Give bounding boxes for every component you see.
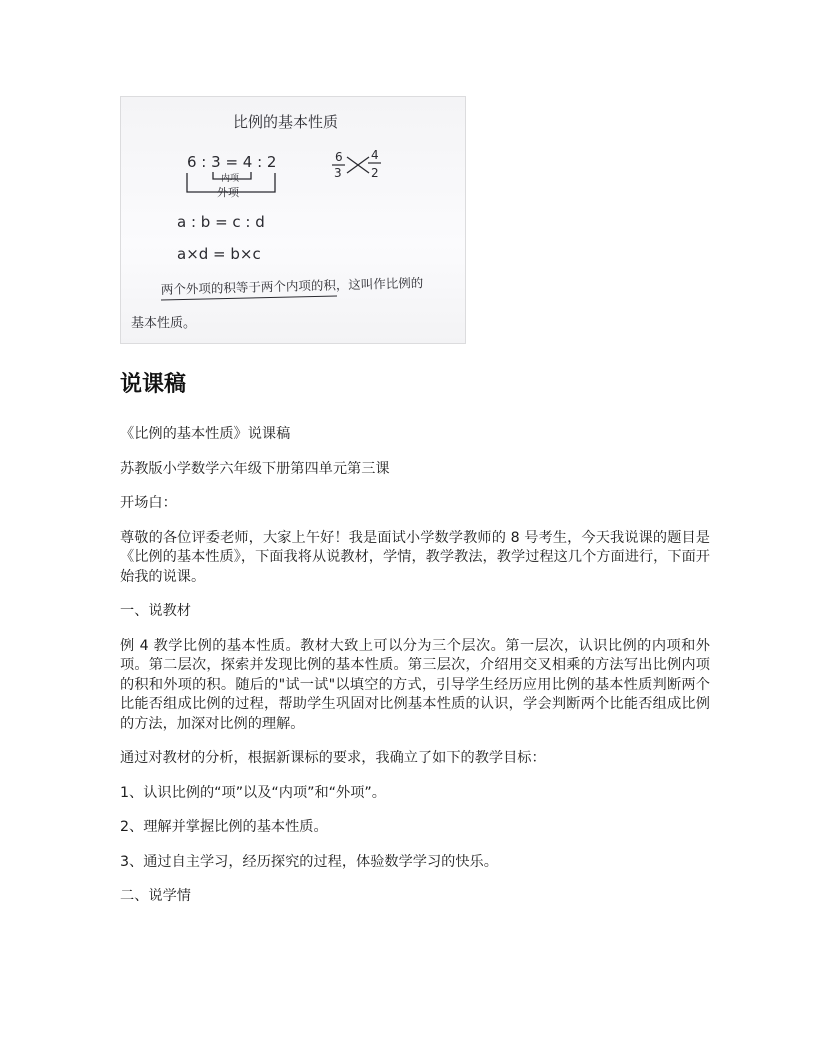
objective-3: 3、通过自主学习，经历探究的过程，体验数学学习的快乐。 xyxy=(120,853,498,870)
section-heading-materials: 一、说教材 xyxy=(120,603,191,619)
handwritten-note-photo xyxy=(120,96,466,344)
outer-terms-label: 外项 xyxy=(217,186,239,199)
fraction-right-denominator: 2 xyxy=(371,166,379,180)
document-body xyxy=(120,425,710,922)
doc-title-line: 《比例的基本性质》说课稿 xyxy=(120,426,291,442)
note-proportion-equation: 6 : 3 = 4 : 2 xyxy=(187,153,277,171)
materials-paragraph: 例 4 教学比例的基本性质。教材大致上可以分为三个层次。第一层次，认识比例的内项和外项。第二层次，探索并发现比例的基本性质。第三层次，介绍用交叉相乘的方法写出比例内项的积和外项的积。随后的"试一试"以填空的方式，引导学生经历应用比例的基本性质判断两个比能否组成比例的过程，帮助学生巩固对比例基本性质的认识，学会判断两个比能否组成比例的方法，加深对比例的理解。 xyxy=(120,637,710,732)
fraction-right-numerator: 4 xyxy=(371,148,379,162)
fraction-left-denominator: 3 xyxy=(334,166,342,180)
fraction-left-numerator: 6 xyxy=(335,150,343,164)
page-heading: 说课稿 xyxy=(120,372,187,397)
note-underline xyxy=(161,296,337,300)
inner-terms-label: 内项 xyxy=(221,174,240,184)
objective-1: 1、认识比例的“项”以及“内项”和“外项”。 xyxy=(120,784,386,801)
objectives-intro: 通过对教材的分析，根据新课标的要求，我确立了如下的教学目标： xyxy=(120,750,546,766)
section-heading-students: 二、说学情 xyxy=(120,888,191,904)
handwritten-note-drawing xyxy=(121,97,466,344)
note-statement-line1: 两个外项的积等于两个内项的积，这叫作比例的 xyxy=(160,275,424,297)
opening-label: 开场白： xyxy=(120,495,177,511)
note-general-proportion: a : b = c : d xyxy=(177,213,265,231)
opening-paragraph: 尊敬的各位评委老师，大家上午好！我是面试小学数学教师的 8 号考生，今天我说课的题目是《比例的基本性质》，下面我将从说教材，学情，教学教法，教学过程这几个方面进行，下面开始我的说课。 xyxy=(120,529,710,585)
note-title: 比例的基本性质 xyxy=(233,113,339,131)
textbook-info: 苏教版小学数学六年级下册第四单元第三课 xyxy=(120,460,390,477)
note-statement-line2: 基本性质。 xyxy=(131,316,197,331)
objective-2: 2、理解并掌握比例的基本性质。 xyxy=(120,819,328,835)
note-product-equation: a×d = b×c xyxy=(177,245,261,263)
